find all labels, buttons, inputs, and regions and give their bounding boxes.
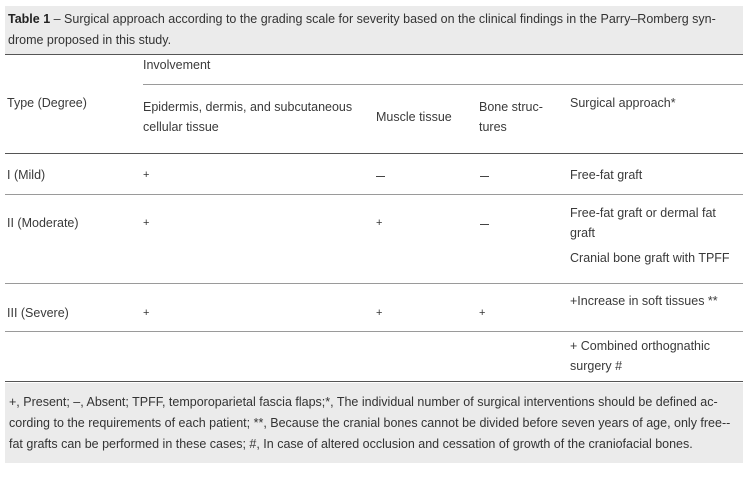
header-epidermis-line2: cellular tissue <box>143 120 219 134</box>
row-muscle-mark <box>376 176 385 177</box>
row-divider <box>5 283 743 284</box>
caption-text: – Surgical approach according to the grading scale for severity based on the clinical findings in the Parry–Romberg syn-drome proposed in this study. <box>8 12 716 47</box>
row-approach-line: surgery # <box>570 359 623 373</box>
row-type: II (Moderate) <box>7 216 79 230</box>
table-caption <box>5 6 743 55</box>
header-epidermis-line1: Epidermis, dermis, and subcutaneous <box>143 100 353 114</box>
row-epidermis-mark: + <box>143 169 150 181</box>
header-muscle: Muscle tissue <box>376 110 452 124</box>
header-top-rule <box>5 54 743 55</box>
row-approach-line: Free-fat graft or dermal fat <box>570 206 716 220</box>
row-epidermis-mark: + <box>143 307 150 319</box>
row-muscle-mark: + <box>376 307 383 319</box>
header-approach: Surgical approach* <box>570 96 676 110</box>
row-approach-line: + Combined orthognathic <box>570 339 711 353</box>
row-muscle-mark: + <box>376 217 383 229</box>
header-involvement: Involvement <box>143 58 211 72</box>
row-type: I (Mild) <box>7 168 46 182</box>
row-divider <box>5 331 743 332</box>
row-approach-line: Cranial bone graft with TPFF <box>570 251 730 265</box>
row-bone-mark <box>480 176 489 177</box>
row-approach: Free-fat graft <box>570 168 643 182</box>
header-bottom-rule <box>5 153 743 154</box>
row-bone-mark: + <box>479 307 486 319</box>
table-label: Table 1 <box>8 12 51 26</box>
row-approach: +Increase in soft tissues ** <box>570 294 718 308</box>
header-type: Type (Degree) <box>7 96 87 110</box>
table-bottom-rule <box>5 381 743 382</box>
row-type: III (Severe) <box>7 306 69 320</box>
header-involvement-rule <box>143 84 743 85</box>
header-bone-line1: Bone struc- <box>479 100 543 114</box>
row-epidermis-mark: + <box>143 217 150 229</box>
row-divider <box>5 194 743 195</box>
header-bone-line2: tures <box>479 120 507 134</box>
row-bone-mark <box>480 224 489 225</box>
table-footnote: +, Present; –, Absent; TPFF, temporoparietal fascia flaps;*, The individual number of surgical interventions should be defined ac-cording to the requirements of each patient; **, Because the cranial bones cannot be divided before seven years of age, only free--fat grafts can be performed in these cases; #, In case of altered occlusion and cessation of growth of the craniofacial bones. <box>5 383 743 463</box>
row-approach-line: graft <box>570 226 596 240</box>
